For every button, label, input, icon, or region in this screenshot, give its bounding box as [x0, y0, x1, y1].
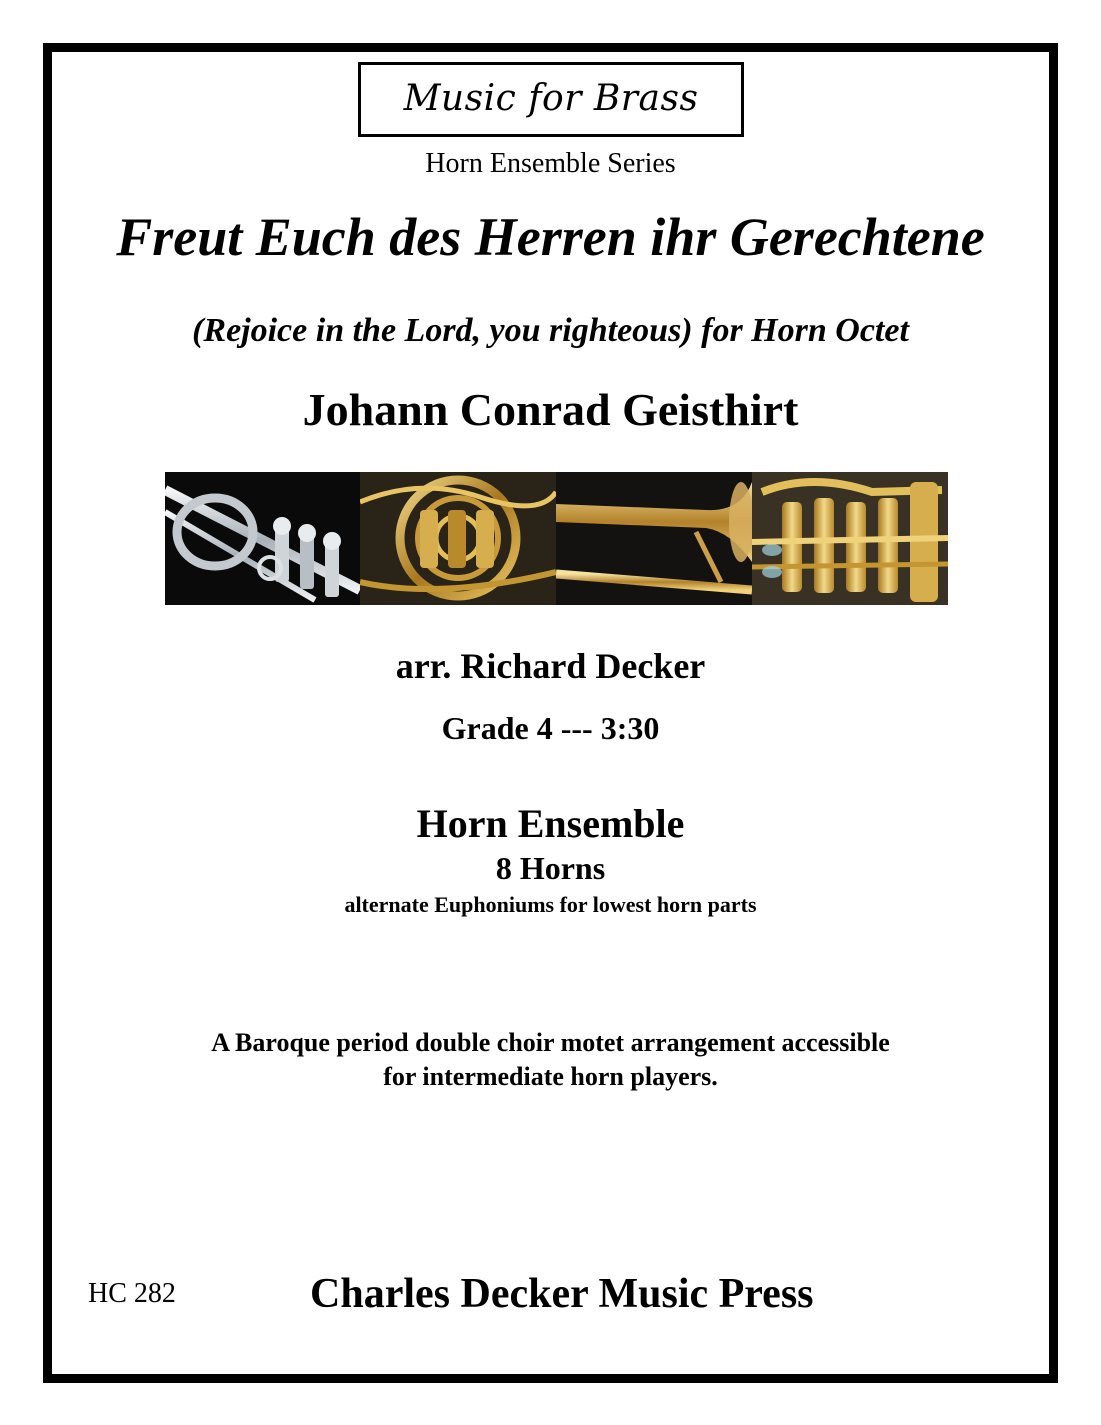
ensemble-type: Horn Ensemble — [416, 801, 685, 846]
piece-title: Freut Euch des Herren ihr Gerechtene — [116, 207, 985, 267]
series-banner — [358, 62, 744, 137]
french-horn-photo — [360, 472, 556, 605]
instrument-photo-strip — [165, 472, 948, 605]
arranger-name: arr. Richard Decker — [395, 646, 706, 686]
description-line-2: for intermediate horn players. — [383, 1062, 718, 1091]
tuba-photo — [752, 472, 948, 605]
instrumentation: 8 Horns — [495, 850, 606, 886]
piece-subtitle: (Rejoice in the Lord, you righteous) for Horn Octet — [192, 312, 909, 349]
series-name: Horn Ensemble Series — [425, 148, 676, 179]
catalog-number: HC 282 — [88, 1278, 176, 1309]
description-line-1: A Baroque period double choir motet arrangement accessible — [211, 1028, 890, 1057]
trombone-photo — [556, 472, 752, 605]
trumpet-photo — [165, 472, 360, 605]
composer-name: Johann Conrad Geisthirt — [302, 384, 799, 435]
alternate-instrumentation: alternate Euphoniums for lowest horn parts — [344, 892, 757, 917]
publisher-name: Charles Decker Music Press — [310, 1271, 814, 1317]
grade-duration: Grade 4 --- 3:30 — [441, 710, 660, 746]
series-banner-text: Music for Brass — [403, 78, 699, 119]
